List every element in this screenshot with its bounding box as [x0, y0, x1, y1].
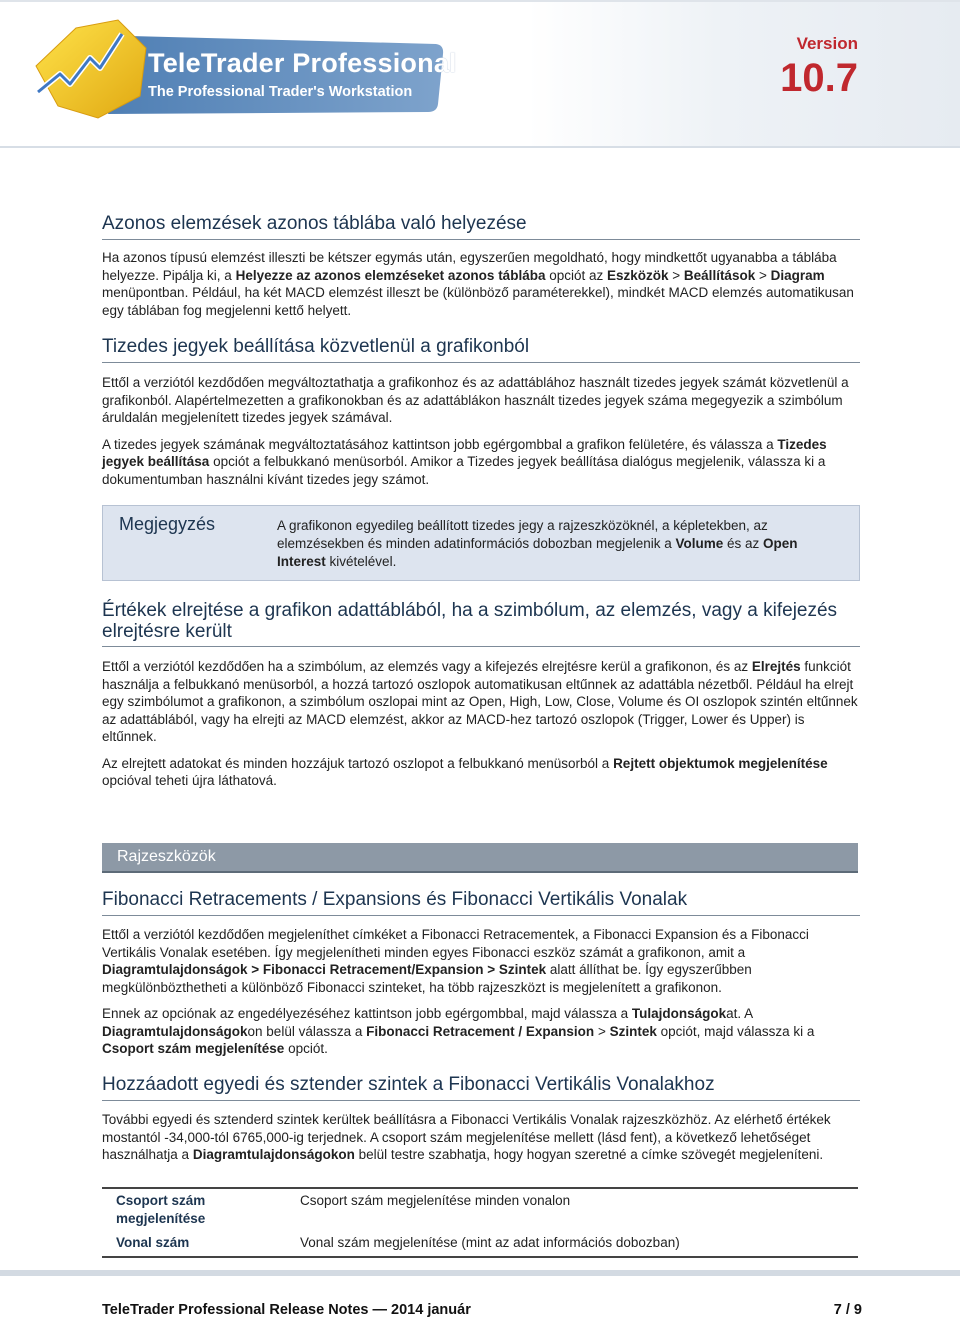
text-bold: Csoport szám megjelenítése — [102, 1041, 285, 1056]
text-bold: Volume — [675, 536, 724, 551]
table-cell-label: Csoport szám megjelenítése — [102, 1188, 286, 1231]
section-title: Tizedes jegyek beállítása közvetlenül a grafikonból — [102, 336, 860, 363]
text-run: Az elrejtett adatokat és minden hozzájuk tartozó oszlopot a felbukkanó menüsorból a — [102, 755, 614, 771]
section-decimal-places — [102, 336, 860, 488]
text-bold: Diagram — [770, 267, 825, 283]
table-cell-label: Vonal szám — [102, 1231, 286, 1257]
section-paragraph — [102, 755, 860, 790]
text-run: opciót, majd válassza ki a — [656, 1023, 815, 1039]
text-run: Ha azonos típusú elemzést illeszti be kétszer egymás után, egyszerűen megoldható, hogy mindkettőt ugyanabba a táblába helyezze. Pipálja ki, a — [102, 250, 837, 283]
table-row — [102, 1231, 858, 1257]
note-label: Megjegyzés — [119, 514, 216, 534]
text-run: on belül válassza a — [247, 1023, 367, 1039]
footer-title: TeleTrader Professional Release Notes — 2014 január — [102, 1302, 471, 1318]
text-run: További egyedi és sztenderd szintek kerültek beállításra a Fibonacci Vertikális Vonalak rajzeszközhöz. Az elérhető értékek mostantól -34,000-tól 6765,000-ig terjednek. A csoport szám megjelenítése mellett (lásd fent), a következő lehetőséget használhatja a — [102, 1112, 831, 1162]
text-bold: Helyezze az azonos elemzéseket azonos táblába — [235, 267, 546, 283]
text-run: kivételével. — [325, 554, 397, 569]
text-bold: Fibonacci Retracement / Expansion — [366, 1023, 595, 1039]
section-fibonacci-vertical — [102, 1074, 860, 1164]
page-header — [0, 0, 960, 148]
section-paragraph — [102, 658, 860, 746]
section-title: Fibonacci Retracements / Expansions és Fibonacci Vertikális Vonalak — [102, 889, 860, 916]
text-bold: Rejtett objektumok megjelenítése — [613, 755, 828, 771]
section-paragraph — [102, 1111, 860, 1164]
table-cell-desc: Vonal szám megjelenítése (mint az adat információs dobozban) — [286, 1231, 858, 1257]
text-run: opciót. — [284, 1041, 328, 1056]
text-run: és az — [723, 536, 764, 551]
section-same-table — [102, 213, 860, 319]
text-run: > — [594, 1023, 610, 1039]
note-text — [277, 517, 837, 571]
text-run: alatt állíthat be. Így egyszerűbben megkülönbözthetheti a különböző Fibonacci szinteket, ha több rajzeszközt is megjelenített a grafikonon. — [102, 962, 752, 995]
text-run: Ettől a verziótól kezdődően ha a szimbólum, az elemzés vagy a kifejezés elrejtésre kerül a grafikonon, és az — [102, 659, 752, 674]
section-title: Azonos elemzések azonos táblába való helyezése — [102, 213, 860, 240]
text-run: belül testre szabhatja, hogy hogyan szeretné a címke szövegét megjeleníteni. — [354, 1147, 824, 1162]
text-bold: Diagramtulajdonságok — [102, 1023, 248, 1039]
text-bold: Tulajdonságok — [631, 1006, 727, 1021]
version-number: 10.7 — [780, 56, 858, 100]
text-run: funkciót használja a felbukkanó menüsorból, a hozzá tartozó oszlopok automatikusan eltűnnek az adattábla nézetből. Például ha elrejt egy szimbólumot a grafikonon, a szimbólum oszlopai mint az Open, High, Low, Close, Volume és OI oszlopok szintén eltűnnek az adattáblából, vagy ha elrejti az MACD elemzést, akkor az MACD-hez tartozó oszlopok (Trigger, Lower és Upper) is eltűnnek. — [102, 659, 858, 744]
text-run: opciót a felbukkanó menüsorból. Amikor a Tizedes jegyek beállítása dialógus megjelenik, válassza ki a dokumentumban használni kívánt tizedes jegy számot. — [102, 454, 826, 487]
text-run: A grafikonon egyedileg beállított tizedes jegy a rajzeszközöknél, a képletekben, az elemzésekben és minden adatinformációs dobozban megjelenik a — [277, 518, 768, 551]
logo-subtitle: The Professional Trader's Workstation — [148, 84, 413, 100]
section-paragraph — [102, 926, 860, 996]
text-run: menüpontban. Például, ha két MACD elemzést illeszt be (különböző paraméterekkel), mindkét MACD elemzés automatikusan egy táblában fog megjelenni kettő helyett. — [102, 285, 854, 318]
text-bold: Beállítások — [683, 267, 756, 283]
note-box — [102, 505, 860, 581]
teletrader-logo — [18, 14, 457, 134]
text-run: > — [668, 267, 684, 283]
section-paragraph — [102, 249, 860, 319]
header-top-line — [0, 0, 960, 2]
header-bottom-line — [0, 146, 960, 148]
section-title: Hozzáadott egyedi és sztender szintek a Fibonacci Vertikális Vonalakhoz — [102, 1074, 860, 1101]
page-number: 7 / 9 — [833, 1302, 862, 1318]
banner-title: Rajzeszközök — [117, 848, 216, 865]
text-run: Ettől a verziótól kezdődően megjeleníthet címkéket a Fibonacci Retracementek, a Fibonacci Expansion és a Fibonacci Vertikális Vonalak esetében. Így megjelenítheti minden egyes Fibonacci eszköz számát a grafikonon, amit a — [102, 927, 809, 960]
version-label: Version — [796, 34, 858, 53]
logo-title-rest: Professional — [284, 48, 457, 78]
text-bold: Diagramtulajdonságok > Fibonacci Retracement/Expansion > Szintek — [102, 962, 547, 977]
table-row — [102, 1188, 858, 1231]
section-hide-values — [102, 600, 860, 790]
text-run: opcióval teheti újra láthatová. — [102, 773, 277, 788]
footer-rule — [0, 1270, 960, 1276]
table-cell-desc: Csoport szám megjelenítése minden vonalon — [286, 1188, 858, 1231]
text-run: Ennek az opciónak az engedélyezéséhez kattintson jobb egérgombbal, majd válassza a — [102, 1006, 632, 1021]
text-run: at. A — [726, 1006, 753, 1021]
section-paragraph — [102, 436, 860, 489]
section-title: Értékek elrejtése a grafikon adattáblából, ha a szimbólum, az elemzés, vagy a kifejezés elrejtésre került — [102, 600, 860, 647]
section-paragraph: Ettől a verziótól kezdődően megváltoztathatja a grafikonhoz és az adattáblához használt tizedes jegyek számát közvetlenül a grafikonból. Alapértelmezetten a grafikonokban és az adattáblákon használt tizedes jegyek száma megegyezik a szimbólum áruldalán megjelenített tizedes jegyek számával. — [102, 375, 849, 425]
text-run: opciót az — [545, 267, 607, 283]
text-bold: Tizedes jegyek beállítása — [102, 436, 827, 469]
options-table — [102, 1187, 858, 1258]
text-bold: Eszközök — [607, 267, 669, 283]
section-paragraph — [102, 1005, 860, 1058]
logo-title — [148, 48, 457, 79]
text-bold: Diagramtulajdonságokon — [192, 1147, 355, 1162]
section-fibonacci-labels — [102, 889, 860, 1058]
text-bold: Szintek — [609, 1023, 657, 1039]
text-bold: Open Interest — [277, 536, 798, 569]
text-run: > — [755, 267, 771, 283]
drawing-tools-banner — [102, 843, 858, 873]
text-run: A tizedes jegyek számának megváltoztatásához kattintson jobb egérgombbal a grafikon felületére, és válassza a — [102, 436, 778, 452]
logo-title-bold: TeleTrader — [148, 48, 285, 78]
text-bold: Elrejtés — [751, 659, 801, 674]
